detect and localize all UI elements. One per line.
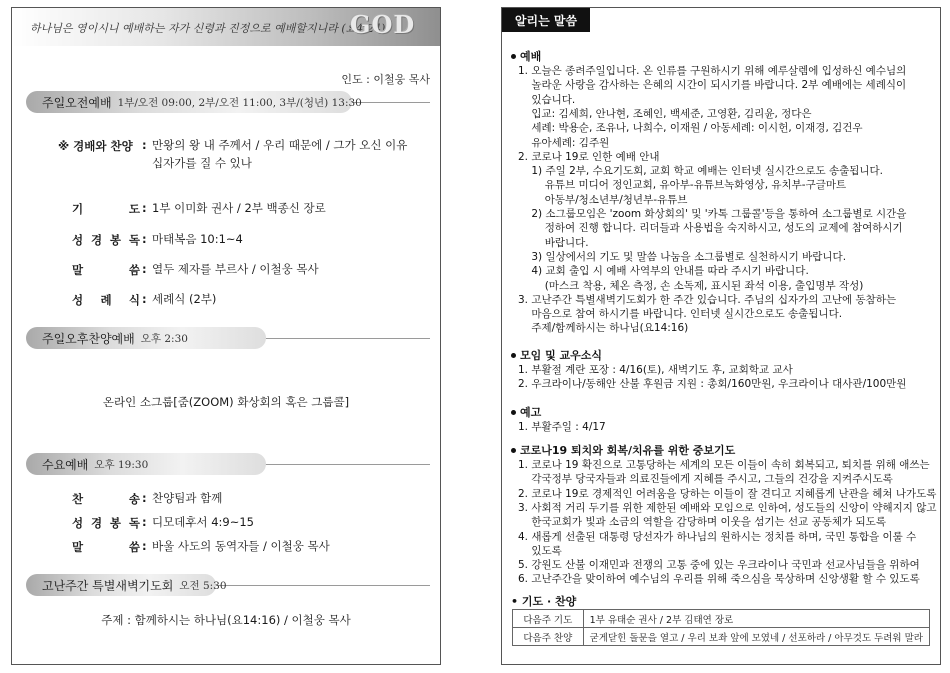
section-bar-wednesday (26, 453, 266, 475)
order-label: 찬 송 (72, 492, 140, 506)
leader-text: 인도 : 이철웅 목사 (341, 73, 430, 86)
order-colon: : (142, 138, 147, 152)
announcement-line: 바랍니다. (518, 236, 589, 249)
announcement-line: 2. 코로나 19로 경제적인 어려움을 당하는 이들이 잘 견디고 지혜롭게 난관을 헤쳐 나가도록 (518, 487, 937, 500)
bullet-icon (511, 54, 516, 59)
announcement-line: 아동부/청소년부/청년부-유튜브 (518, 193, 688, 206)
announcement-line: 있도록 (518, 544, 562, 557)
announcement-line: 3) 일상에서의 기도 및 말씀 나눔을 소그룹별로 실천하시기 바랍니다. (518, 250, 847, 263)
order-value: 열두 제자를 부르사 / 이철웅 목사 (152, 262, 319, 276)
order-value: 디모데후서 4:9~15 (152, 515, 254, 529)
announcement-line: 6. 고난주간을 맞이하여 예수님의 우리를 위해 죽으심을 묵상하며 신앙생활 할 수 있도록 (518, 573, 920, 586)
table-row (513, 628, 930, 646)
section-head-prayer: • 기도 · 찬양 (511, 595, 577, 608)
section-time: 오전 5:30 (179, 579, 227, 592)
announcement-line: 2. 우크라이나/동해안 산불 후원금 지원 : 총회/160만원, 우크라이나 대사관/100만원 (518, 378, 907, 391)
order-value: 세례식 (2부) (152, 292, 217, 306)
announcement-line: 1) 주일 2부, 수요기도회, 교회 학교 예배는 인터넷 실시간으로도 송출됩니다. (518, 165, 884, 178)
section-head-worship: 예배 (511, 48, 541, 64)
announcement-line: 4. 새롭게 선출된 대통령 당선자가 하나님의 원하시는 정치를 하며, 국민 통합을 이룰 수 (518, 530, 917, 543)
order-label: 말 씀 (72, 540, 140, 554)
section-bar-dawn (26, 574, 227, 596)
announcement-line: 각국정부 당국자들과 의료진들에게 지혜를 주시고, 그들의 건강을 지켜주시도록 (518, 473, 893, 486)
section-bar-afternoon (26, 327, 266, 349)
banner-verse: 하나님은 영이시니 예배하는 자가 신령과 진정으로 예배할지니라 (요4:24) (30, 22, 386, 35)
bullet-icon (511, 448, 516, 453)
order-label: 성 경 봉 독 (72, 516, 140, 530)
order-label: 성 경 봉 독 (72, 233, 140, 247)
announcement-line: 유튜브 미디어 정인교회, 유아부-유튜브녹화영상, 유치부-구글마트 (518, 179, 847, 192)
order-label: 성 례 식 (72, 293, 140, 307)
announcement-line: 마음으로 참여 하시기를 바랍니다. 인터넷 실시간으로도 송출됩니다. (518, 308, 843, 321)
announcement-line: 1. 오늘은 종려주일입니다. 온 인류를 구원하시기 위해 예루살렘에 입성하신 예수님의 (518, 65, 907, 77)
order-colon: : (142, 201, 147, 215)
section-time: 오후 2:30 (140, 332, 188, 345)
order-colon: : (142, 539, 147, 553)
section-title: 주일오전예배 (42, 95, 112, 110)
table-cell: 다음주 기도 (513, 610, 584, 628)
announcement-line: 2. 코로나 19로 인한 예배 안내 (518, 150, 660, 163)
announcement-line: 한국교회가 빛과 소금의 역할을 감당하며 이웃을 섬기는 선교 공동체가 되도록 (518, 516, 886, 529)
section-rule (262, 338, 430, 339)
table-cell: 굳게닫힌 돌문을 열고 / 우리 보좌 앞에 모였네 / 선포하라 / 아무것도 두려워 말라 (583, 628, 929, 646)
section-bar-morning (26, 91, 362, 113)
announcement-line: 주제/함께하시는 하나님(요14:16) (518, 322, 689, 335)
announcement-line: 1. 부활주일 : 4/17 (518, 421, 606, 433)
order-label: ※ 경배와 찬양 (58, 139, 133, 153)
announcements-header: 알리는 말씀 (502, 8, 590, 32)
order-colon: : (142, 262, 147, 276)
order-value: 찬양팀과 함께 (152, 491, 223, 505)
announcement-line: 5. 강원도 산불 이재민과 전쟁의 고통 중에 있는 우크라이나 국민과 선교사님들을 위하여 (518, 559, 920, 572)
bullet-icon (511, 410, 516, 415)
section-title: 고난주간 특별새벽기도회 (42, 578, 174, 593)
section-head-corona: 코로나19 퇴치와 회복/치유를 위한 중보기도 (511, 442, 735, 458)
bullet-icon (511, 353, 516, 358)
order-colon: : (142, 232, 147, 246)
order-line: 만왕의 왕 내 주께서 / 우리 때문에 / 그가 오신 이유 (152, 138, 408, 152)
order-value: 1부 이미화 권사 / 2부 백종신 장로 (152, 201, 326, 215)
announcement-line: 3. 사회적 거리 두기를 위한 제한된 예배와 모임으로 인하여, 성도들의 신앙이 약해지지 않고 (518, 501, 937, 514)
header-banner (12, 8, 440, 46)
order-value: 마태복음 10:1~4 (152, 232, 243, 246)
afternoon-text: 온라인 소그룹[줌(ZOOM) 화상회의 혹은 그룹콜] (102, 395, 350, 409)
section-time: 1부/오전 09:00, 2부/오전 11:00, 3부/(청년) 13:30 (117, 96, 362, 109)
table-cell: 다음주 찬양 (513, 628, 584, 646)
section-head-notice: 예고 (511, 404, 541, 420)
announcements-panel (501, 7, 941, 665)
announcement-line: 있습니다. (518, 93, 576, 106)
announcement-line: 놀라운 사랑을 감사하는 은혜의 시간이 되시기를 바랍니다. 2부 예배에는 세례식이 (518, 79, 907, 92)
order-value (152, 136, 407, 172)
table-row (513, 610, 930, 628)
announcement-line: 4) 교회 출입 시 예배 사역부의 안내를 따라 주시기 바랍니다. (518, 265, 809, 278)
announcement-line: 2) 소그룹모임은 'zoom 화상회의' 및 '카톡 그룹콜'등을 통하여 소그룹별로 시간을 (518, 208, 907, 220)
worship-order-panel (11, 7, 441, 665)
announcement-line: 1. 코로나 19 확진으로 고통당하는 세계의 모든 이들이 속히 회복되고, 퇴치를 위해 애쓰는 (518, 459, 930, 471)
order-colon: : (142, 292, 147, 306)
order-label: 말 씀 (72, 263, 140, 277)
section-time: 오후 19:30 (94, 458, 149, 471)
announcement-line: 세례: 박용순, 조유나, 나희수, 이재원 / 아동세례: 이시헌, 이재경, 김건우 (518, 122, 863, 135)
section-rule (212, 585, 430, 586)
order-colon: : (142, 515, 147, 529)
section-title: 주일오후찬양예배 (42, 331, 135, 346)
announcement-line: 정하여 진행 합니다. 리더들과 사용법을 숙지하시고, 성도의 교제에 참여하시기 (518, 222, 903, 235)
dawn-text: 주제 : 함께하시는 하나님(요14:16) / 이철웅 목사 (101, 613, 351, 627)
order-label: 기 도 (72, 202, 140, 216)
god-logo: GOD (350, 10, 416, 39)
order-colon: : (142, 491, 147, 505)
prayer-table (512, 609, 930, 646)
announcement-line: 1. 부활절 계란 포장 : 4/16(토), 새벽기도 후, 교회학교 교사 (518, 364, 793, 376)
order-line: 십자가를 질 수 있나 (152, 156, 252, 170)
section-rule (262, 464, 430, 465)
announcement-line: 입교: 김세희, 안나현, 조혜인, 백세준, 고영환, 김리윤, 정다은 (518, 107, 812, 120)
announcement-line: 3. 고난주간 특별새벽기도회가 한 주간 있습니다. 주님의 십자가의 고난에 동참하는 (518, 293, 897, 306)
announcement-line: 유아세례: 김주원 (518, 136, 610, 149)
section-head-meeting: 모임 및 교우소식 (511, 347, 602, 363)
table-cell: 1부 유태순 권사 / 2부 김태연 장로 (583, 610, 929, 628)
announcement-line: (마스크 착용, 체온 측정, 손 소독제, 표시된 좌석 이용, 출입명부 작성) (518, 279, 864, 292)
order-value: 바울 사도의 동역자들 / 이철웅 목사 (152, 539, 330, 553)
section-title: 수요예배 (42, 457, 89, 472)
